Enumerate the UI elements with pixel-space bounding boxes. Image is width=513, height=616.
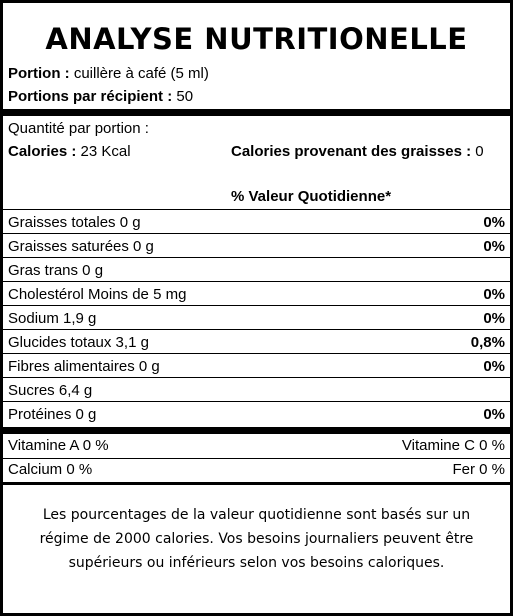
nutrient-name: Graisses totales 0 g bbox=[8, 214, 141, 231]
serving-size-value: cuillère à café (5 ml) bbox=[69, 65, 209, 82]
nutrient-row bbox=[3, 378, 510, 402]
nutrient-row bbox=[3, 402, 510, 426]
nutrient-daily-value: 0% bbox=[483, 214, 505, 231]
nutrient-row bbox=[3, 234, 510, 258]
iron: Fer 0 % bbox=[452, 461, 505, 478]
thick-divider-vitamins bbox=[3, 427, 510, 434]
nutrient-daily-value: 0% bbox=[483, 310, 505, 327]
calories-label: Calories : bbox=[8, 143, 77, 160]
thick-divider-top bbox=[3, 109, 510, 116]
nutrient-row bbox=[3, 258, 510, 282]
divider-minerals bbox=[3, 458, 510, 459]
nutrient-daily-value: 0% bbox=[483, 406, 505, 423]
servings-per-container-label: Portions par récipient : bbox=[8, 88, 173, 105]
calories-from-fat-label: Calories provenant des graisses : bbox=[231, 143, 472, 160]
nutrient-row bbox=[3, 354, 510, 378]
vitamin-c: Vitamine C 0 % bbox=[401, 437, 505, 454]
nutrient-row bbox=[3, 282, 510, 306]
divider-footnote bbox=[3, 482, 510, 485]
nutrient-name: Gras trans 0 g bbox=[8, 262, 104, 279]
servings-per-container bbox=[8, 88, 193, 105]
nutrient-name: Cholestérol Moins de 5 mg bbox=[8, 286, 187, 303]
calories-line bbox=[8, 143, 131, 160]
calories-from-fat bbox=[231, 143, 484, 160]
nutrient-row bbox=[3, 210, 510, 234]
label-title: ANALYSE NUTRITIONELLE bbox=[45, 22, 468, 56]
nutrient-name: Sodium 1,9 g bbox=[8, 310, 97, 327]
nutrient-name: Graisses saturées 0 g bbox=[8, 238, 154, 255]
nutrient-name: Glucides totaux 3,1 g bbox=[8, 334, 149, 351]
calories-value: 23 Kcal bbox=[76, 143, 131, 160]
nutrient-name: Fibres alimentaires 0 g bbox=[8, 358, 160, 375]
daily-value-footnote: Les pourcentages de la valeur quotidienne sont basés sur un régime de 2000 calories. Vos besoins journaliers peuvent être supérieurs ou inférieurs selon vos besoins caloriques. bbox=[39, 507, 474, 571]
nutrient-daily-value: 0% bbox=[483, 358, 505, 375]
serving-size-label: Portion : bbox=[8, 65, 70, 82]
nutrient-name: Protéines 0 g bbox=[8, 406, 97, 423]
calcium: Calcium 0 % bbox=[8, 461, 93, 478]
nutrient-daily-value: 0,8% bbox=[470, 334, 505, 351]
nutrient-daily-value: 0% bbox=[483, 286, 505, 303]
amount-per-serving: Quantité par portion : bbox=[8, 120, 149, 137]
calories-from-fat-value: 0 bbox=[471, 143, 484, 160]
nutrient-daily-value: 0% bbox=[483, 238, 505, 255]
nutrient-name: Sucres 6,4 g bbox=[8, 382, 93, 399]
nutrient-row bbox=[3, 330, 510, 354]
daily-value-header: % Valeur Quotidienne* bbox=[231, 188, 392, 205]
servings-per-container-value: 50 bbox=[172, 88, 194, 105]
nutrient-row bbox=[3, 306, 510, 330]
serving-size bbox=[8, 65, 209, 82]
vitamin-a: Vitamine A 0 % bbox=[8, 437, 109, 454]
